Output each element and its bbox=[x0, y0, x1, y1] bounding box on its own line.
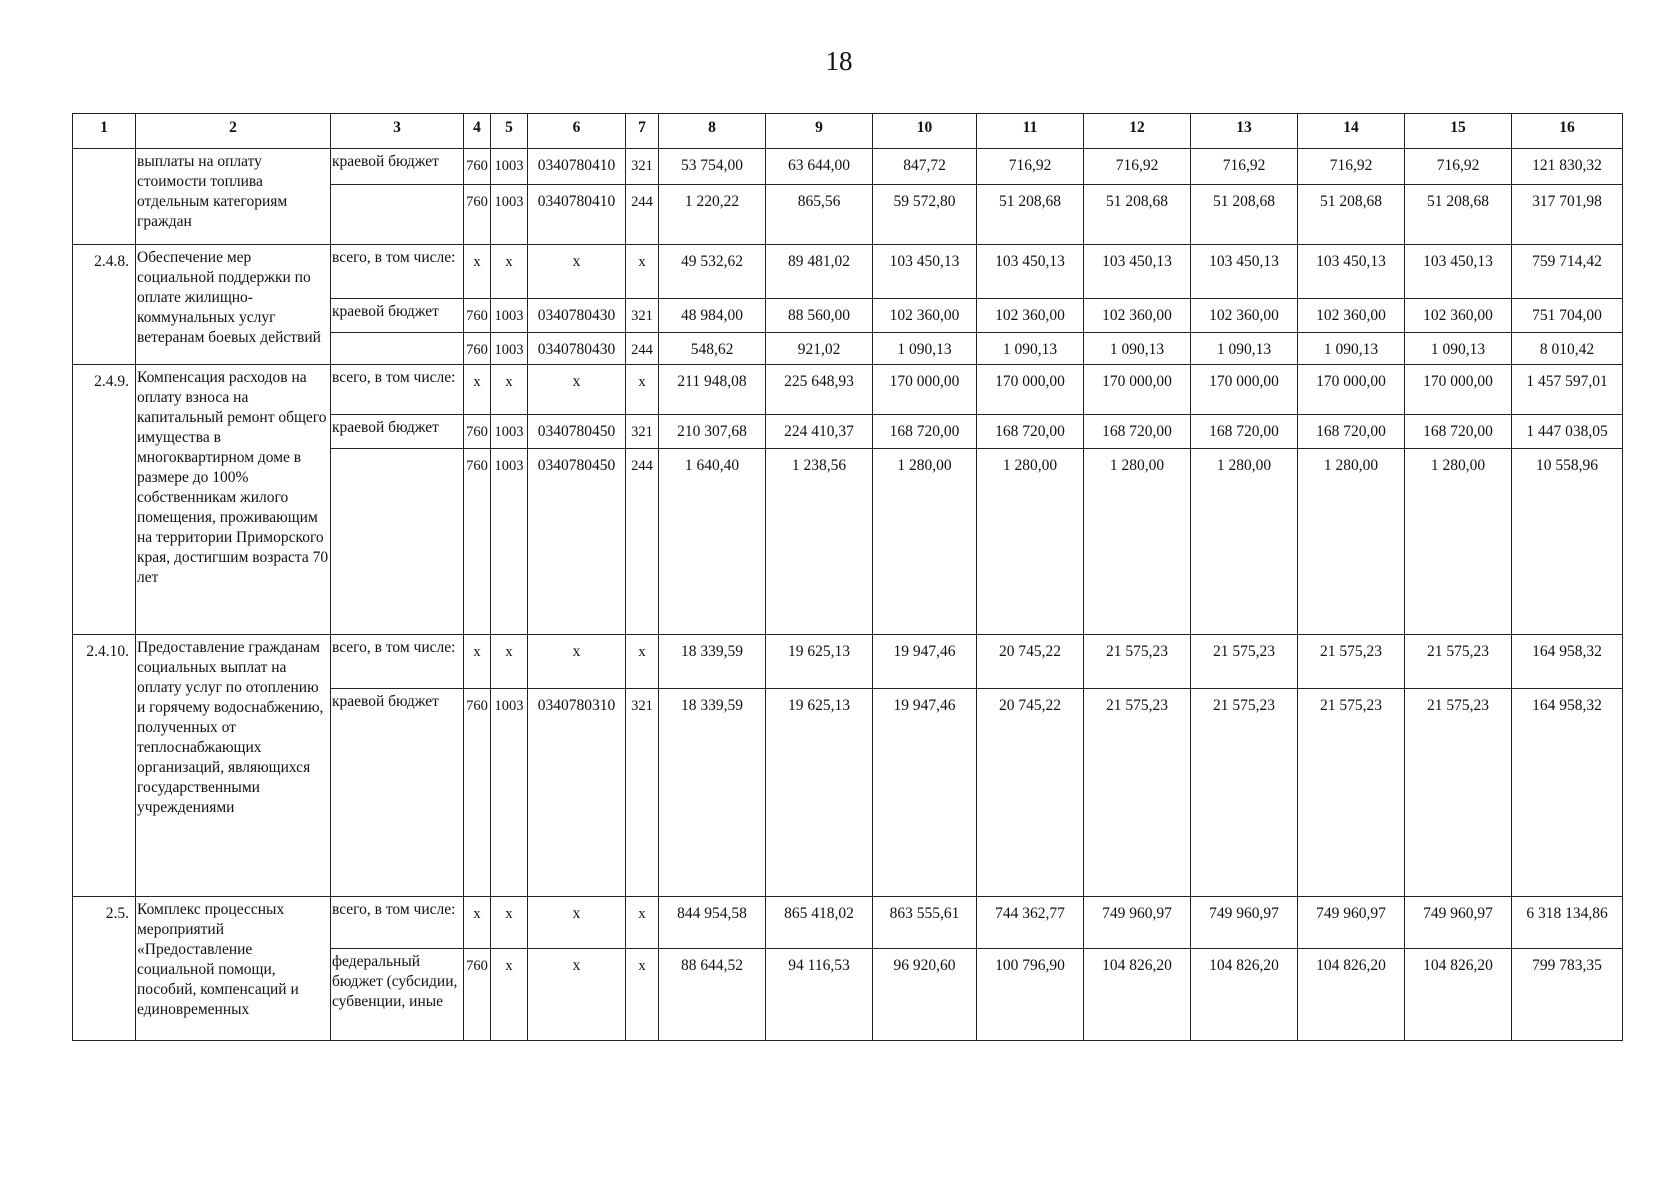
table-row bbox=[73, 365, 1623, 415]
value-cell-14: 170 000,00 bbox=[1298, 365, 1405, 415]
code-cell-5: 1003 bbox=[491, 299, 528, 333]
value-cell-15: 103 450,13 bbox=[1405, 245, 1512, 299]
code-cell-4: 760 bbox=[464, 949, 491, 1041]
value-cell-8: 548,62 bbox=[659, 333, 766, 365]
value-cell-11: 100 796,90 bbox=[977, 949, 1084, 1041]
value-cell-15: 749 960,97 bbox=[1405, 897, 1512, 949]
value-cell-11: 103 450,13 bbox=[977, 245, 1084, 299]
value-cell-9: 224 410,37 bbox=[766, 415, 873, 449]
code-cell-7: x bbox=[626, 365, 659, 415]
value-cell-8: 49 532,62 bbox=[659, 245, 766, 299]
value-cell-8: 1 640,40 bbox=[659, 449, 766, 635]
value-cell-12: 716,92 bbox=[1084, 149, 1191, 185]
funding-source: всего, в том числе: bbox=[331, 245, 464, 299]
code-cell-4: 760 bbox=[464, 415, 491, 449]
code-cell-5: 1003 bbox=[491, 449, 528, 635]
code-cell-7: 321 bbox=[626, 299, 659, 333]
column-header: 12 bbox=[1084, 114, 1191, 149]
value-cell-11: 20 745,22 bbox=[977, 635, 1084, 689]
value-cell-16: 751 704,00 bbox=[1512, 299, 1623, 333]
value-cell-16: 121 830,32 bbox=[1512, 149, 1623, 185]
value-cell-13: 1 280,00 bbox=[1191, 449, 1298, 635]
column-header: 2 bbox=[136, 114, 331, 149]
value-cell-13: 1 090,13 bbox=[1191, 333, 1298, 365]
page-number: 18 bbox=[825, 46, 853, 76]
value-cell-10: 170 000,00 bbox=[873, 365, 977, 415]
value-cell-11: 716,92 bbox=[977, 149, 1084, 185]
value-cell-16: 10 558,96 bbox=[1512, 449, 1623, 635]
value-cell-15: 102 360,00 bbox=[1405, 299, 1512, 333]
code-cell-5: x bbox=[491, 635, 528, 689]
code-cell-7: 244 bbox=[626, 333, 659, 365]
code-cell-6: 0340780430 bbox=[528, 299, 626, 333]
value-cell-9: 1 238,56 bbox=[766, 449, 873, 635]
code-cell-6: x bbox=[528, 635, 626, 689]
value-cell-12: 103 450,13 bbox=[1084, 245, 1191, 299]
value-cell-9: 865 418,02 bbox=[766, 897, 873, 949]
code-cell-7: 321 bbox=[626, 689, 659, 897]
value-cell-9: 88 560,00 bbox=[766, 299, 873, 333]
value-cell-13: 168 720,00 bbox=[1191, 415, 1298, 449]
value-cell-12: 749 960,97 bbox=[1084, 897, 1191, 949]
code-cell-5: 1003 bbox=[491, 149, 528, 185]
funding-source: краевой бюджет bbox=[331, 149, 464, 185]
value-cell-10: 103 450,13 bbox=[873, 245, 977, 299]
value-cell-13: 103 450,13 bbox=[1191, 245, 1298, 299]
value-cell-16: 317 701,98 bbox=[1512, 185, 1623, 245]
value-cell-13: 51 208,68 bbox=[1191, 185, 1298, 245]
funding-source: всего, в том числе: bbox=[331, 897, 464, 949]
value-cell-8: 88 644,52 bbox=[659, 949, 766, 1041]
code-cell-6: 0340780450 bbox=[528, 449, 626, 635]
value-cell-12: 102 360,00 bbox=[1084, 299, 1191, 333]
code-cell-7: x bbox=[626, 949, 659, 1041]
section-code: 2.5. bbox=[73, 897, 136, 1041]
code-cell-5: x bbox=[491, 245, 528, 299]
code-cell-7: 244 bbox=[626, 185, 659, 245]
column-header-row bbox=[73, 114, 1623, 149]
code-cell-7: 244 bbox=[626, 449, 659, 635]
value-cell-14: 1 280,00 bbox=[1298, 449, 1405, 635]
value-cell-16: 164 958,32 bbox=[1512, 689, 1623, 897]
value-cell-9: 19 625,13 bbox=[766, 635, 873, 689]
value-cell-11: 20 745,22 bbox=[977, 689, 1084, 897]
value-cell-14: 51 208,68 bbox=[1298, 185, 1405, 245]
value-cell-11: 1 090,13 bbox=[977, 333, 1084, 365]
code-cell-6: 0340780410 bbox=[528, 149, 626, 185]
column-header: 8 bbox=[659, 114, 766, 149]
section-name: Комплекс процессных мероприятий «Предоставление социальной помощи, пособий, компенсаций и единовременных bbox=[136, 897, 331, 1041]
funding-source bbox=[331, 333, 464, 365]
value-cell-12: 21 575,23 bbox=[1084, 689, 1191, 897]
value-cell-11: 102 360,00 bbox=[977, 299, 1084, 333]
value-cell-14: 104 826,20 bbox=[1298, 949, 1405, 1041]
code-cell-4: 760 bbox=[464, 149, 491, 185]
value-cell-10: 863 555,61 bbox=[873, 897, 977, 949]
column-header: 10 bbox=[873, 114, 977, 149]
value-cell-12: 1 280,00 bbox=[1084, 449, 1191, 635]
code-cell-5: x bbox=[491, 949, 528, 1041]
code-cell-6: x bbox=[528, 949, 626, 1041]
column-header: 7 bbox=[626, 114, 659, 149]
column-header: 1 bbox=[73, 114, 136, 149]
code-cell-4: x bbox=[464, 635, 491, 689]
code-cell-7: x bbox=[626, 245, 659, 299]
code-cell-6: x bbox=[528, 245, 626, 299]
value-cell-15: 51 208,68 bbox=[1405, 185, 1512, 245]
code-cell-6: 0340780410 bbox=[528, 185, 626, 245]
value-cell-16: 8 010,42 bbox=[1512, 333, 1623, 365]
value-cell-13: 21 575,23 bbox=[1191, 689, 1298, 897]
code-cell-4: 760 bbox=[464, 299, 491, 333]
value-cell-15: 1 280,00 bbox=[1405, 449, 1512, 635]
code-cell-5: 1003 bbox=[491, 333, 528, 365]
value-cell-15: 716,92 bbox=[1405, 149, 1512, 185]
code-cell-4: x bbox=[464, 897, 491, 949]
value-cell-16: 799 783,35 bbox=[1512, 949, 1623, 1041]
section-code: 2.4.9. bbox=[73, 365, 136, 635]
value-cell-12: 170 000,00 bbox=[1084, 365, 1191, 415]
funding-source: краевой бюджет bbox=[331, 689, 464, 897]
value-cell-14: 1 090,13 bbox=[1298, 333, 1405, 365]
code-cell-7: 321 bbox=[626, 149, 659, 185]
value-cell-11: 170 000,00 bbox=[977, 365, 1084, 415]
value-cell-8: 1 220,22 bbox=[659, 185, 766, 245]
section-name: выплаты на оплату стоимости топлива отдельным категориям граждан bbox=[136, 149, 331, 245]
value-cell-16: 1 457 597,01 bbox=[1512, 365, 1623, 415]
value-cell-13: 716,92 bbox=[1191, 149, 1298, 185]
value-cell-9: 19 625,13 bbox=[766, 689, 873, 897]
value-cell-11: 51 208,68 bbox=[977, 185, 1084, 245]
section-name: Компенсация расходов на оплату взноса на капитальный ремонт общего имущества в многоквартирном доме в размере до 100% собственникам жилого помещения, проживающим на территории Приморского края, достигшим возраста 70 лет bbox=[136, 365, 331, 635]
value-cell-15: 170 000,00 bbox=[1405, 365, 1512, 415]
code-cell-4: 760 bbox=[464, 185, 491, 245]
value-cell-8: 844 954,58 bbox=[659, 897, 766, 949]
value-cell-13: 170 000,00 bbox=[1191, 365, 1298, 415]
funding-source: федеральный бюджет (субсидии, субвенции, иные bbox=[331, 949, 464, 1041]
column-header: 9 bbox=[766, 114, 873, 149]
code-cell-6: x bbox=[528, 365, 626, 415]
funding-source bbox=[331, 185, 464, 245]
value-cell-11: 744 362,77 bbox=[977, 897, 1084, 949]
value-cell-13: 21 575,23 bbox=[1191, 635, 1298, 689]
value-cell-15: 168 720,00 bbox=[1405, 415, 1512, 449]
code-cell-6: 0340780450 bbox=[528, 415, 626, 449]
code-cell-5: 1003 bbox=[491, 415, 528, 449]
value-cell-10: 19 947,46 bbox=[873, 689, 977, 897]
table-row bbox=[73, 635, 1623, 689]
value-cell-16: 759 714,42 bbox=[1512, 245, 1623, 299]
budget-table bbox=[72, 113, 1623, 1041]
value-cell-12: 21 575,23 bbox=[1084, 635, 1191, 689]
value-cell-12: 168 720,00 bbox=[1084, 415, 1191, 449]
value-cell-15: 1 090,13 bbox=[1405, 333, 1512, 365]
code-cell-5: x bbox=[491, 897, 528, 949]
value-cell-13: 102 360,00 bbox=[1191, 299, 1298, 333]
value-cell-14: 21 575,23 bbox=[1298, 689, 1405, 897]
column-header: 14 bbox=[1298, 114, 1405, 149]
value-cell-9: 89 481,02 bbox=[766, 245, 873, 299]
value-cell-16: 1 447 038,05 bbox=[1512, 415, 1623, 449]
code-cell-5: x bbox=[491, 365, 528, 415]
value-cell-10: 168 720,00 bbox=[873, 415, 977, 449]
value-cell-10: 59 572,80 bbox=[873, 185, 977, 245]
value-cell-15: 21 575,23 bbox=[1405, 689, 1512, 897]
value-cell-14: 103 450,13 bbox=[1298, 245, 1405, 299]
value-cell-8: 18 339,59 bbox=[659, 635, 766, 689]
value-cell-14: 716,92 bbox=[1298, 149, 1405, 185]
value-cell-10: 847,72 bbox=[873, 149, 977, 185]
column-header: 13 bbox=[1191, 114, 1298, 149]
value-cell-16: 164 958,32 bbox=[1512, 635, 1623, 689]
value-cell-12: 1 090,13 bbox=[1084, 333, 1191, 365]
value-cell-8: 48 984,00 bbox=[659, 299, 766, 333]
code-cell-6: 0340780310 bbox=[528, 689, 626, 897]
value-cell-8: 53 754,00 bbox=[659, 149, 766, 185]
value-cell-9: 94 116,53 bbox=[766, 949, 873, 1041]
section-code bbox=[73, 149, 136, 245]
code-cell-7: x bbox=[626, 897, 659, 949]
section-code: 2.4.8. bbox=[73, 245, 136, 365]
column-header: 15 bbox=[1405, 114, 1512, 149]
value-cell-16: 6 318 134,86 bbox=[1512, 897, 1623, 949]
section-name: Обеспечение мер социальной поддержки по оплате жилищно-коммунальных услуг ветеранам боевых действий bbox=[136, 245, 331, 365]
column-header: 11 bbox=[977, 114, 1084, 149]
value-cell-12: 51 208,68 bbox=[1084, 185, 1191, 245]
value-cell-9: 921,02 bbox=[766, 333, 873, 365]
value-cell-9: 63 644,00 bbox=[766, 149, 873, 185]
code-cell-6: x bbox=[528, 897, 626, 949]
code-cell-4: 760 bbox=[464, 333, 491, 365]
value-cell-10: 1 280,00 bbox=[873, 449, 977, 635]
value-cell-13: 749 960,97 bbox=[1191, 897, 1298, 949]
code-cell-4: x bbox=[464, 245, 491, 299]
funding-source: краевой бюджет bbox=[331, 299, 464, 333]
value-cell-14: 102 360,00 bbox=[1298, 299, 1405, 333]
code-cell-4: x bbox=[464, 365, 491, 415]
funding-source: всего, в том числе: bbox=[331, 365, 464, 415]
value-cell-11: 168 720,00 bbox=[977, 415, 1084, 449]
column-header: 6 bbox=[528, 114, 626, 149]
code-cell-6: 0340780430 bbox=[528, 333, 626, 365]
value-cell-14: 21 575,23 bbox=[1298, 635, 1405, 689]
funding-source: краевой бюджет bbox=[331, 415, 464, 449]
funding-source bbox=[331, 449, 464, 635]
code-cell-4: 760 bbox=[464, 449, 491, 635]
code-cell-7: x bbox=[626, 635, 659, 689]
value-cell-15: 21 575,23 bbox=[1405, 635, 1512, 689]
table-row bbox=[73, 149, 1623, 185]
table-row bbox=[73, 897, 1623, 949]
code-cell-5: 1003 bbox=[491, 689, 528, 897]
value-cell-12: 104 826,20 bbox=[1084, 949, 1191, 1041]
table-row bbox=[73, 245, 1623, 299]
code-cell-5: 1003 bbox=[491, 185, 528, 245]
value-cell-14: 749 960,97 bbox=[1298, 897, 1405, 949]
column-header: 16 bbox=[1512, 114, 1623, 149]
column-header: 3 bbox=[331, 114, 464, 149]
value-cell-8: 18 339,59 bbox=[659, 689, 766, 897]
value-cell-9: 865,56 bbox=[766, 185, 873, 245]
value-cell-8: 210 307,68 bbox=[659, 415, 766, 449]
funding-source: всего, в том числе: bbox=[331, 635, 464, 689]
value-cell-13: 104 826,20 bbox=[1191, 949, 1298, 1041]
section-code: 2.4.10. bbox=[73, 635, 136, 897]
value-cell-14: 168 720,00 bbox=[1298, 415, 1405, 449]
code-cell-4: 760 bbox=[464, 689, 491, 897]
value-cell-10: 102 360,00 bbox=[873, 299, 977, 333]
column-header: 4 bbox=[464, 114, 491, 149]
value-cell-9: 225 648,93 bbox=[766, 365, 873, 415]
value-cell-11: 1 280,00 bbox=[977, 449, 1084, 635]
value-cell-10: 96 920,60 bbox=[873, 949, 977, 1041]
column-header: 5 bbox=[491, 114, 528, 149]
value-cell-10: 1 090,13 bbox=[873, 333, 977, 365]
section-name: Предоставление гражданам социальных выплат на оплату услуг по отоплению и горячему водоснабжению, полученных от теплоснабжающих организаций, являющихся государственными учреждениями bbox=[136, 635, 331, 897]
code-cell-7: 321 bbox=[626, 415, 659, 449]
value-cell-10: 19 947,46 bbox=[873, 635, 977, 689]
value-cell-8: 211 948,08 bbox=[659, 365, 766, 415]
value-cell-15: 104 826,20 bbox=[1405, 949, 1512, 1041]
